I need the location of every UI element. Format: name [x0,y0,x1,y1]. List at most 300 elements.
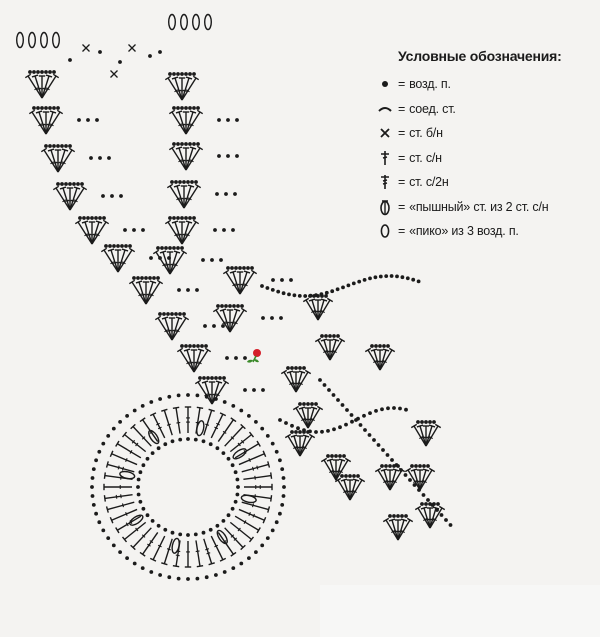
chain-dot [344,423,348,427]
stitch [204,410,212,435]
stitch [430,508,436,528]
chain-dot [418,464,422,468]
chain-dot [235,154,239,158]
chain-dot [163,528,167,532]
chain-dot [247,414,251,418]
chain-dot [112,244,116,248]
chain-dot [279,316,283,320]
chain-dot [399,468,403,472]
chain-dot [144,276,148,280]
stitch-top [209,563,215,565]
chain-dot [139,500,143,504]
stitch [216,310,230,332]
chain-dot [177,577,181,581]
chain-dot [294,366,298,370]
legend-item-single-crochet [376,121,596,146]
chain-dot [186,288,190,292]
chain-dot [359,423,363,427]
chain-dot [60,144,64,148]
chain-dot [184,142,188,146]
chain-dot [318,378,322,382]
stitch [176,408,180,434]
stitch [164,410,172,435]
chain-dot [324,334,328,338]
stitch [296,372,302,392]
stitch-top [96,221,102,223]
chain-dot [388,514,392,518]
stitch-top [244,271,250,273]
chain-dot [80,182,84,186]
chain-dot [250,266,254,270]
chain-dot [326,454,330,458]
stitch [240,272,254,294]
stitch-top [197,566,203,567]
stitch-top [62,149,68,151]
chain-dot [298,294,302,298]
chain-dot [382,344,386,348]
stitch [146,282,153,304]
chain-dot [386,344,390,348]
puff-stitch [17,33,24,48]
chain-dot [395,275,399,279]
chain-dot [271,442,275,446]
chain-dot [266,434,270,438]
stitch [78,222,92,244]
stitch-bar [122,467,123,471]
stitch [338,480,350,500]
chain-dot [184,72,188,76]
chain-dot [372,438,376,442]
chain-dot [123,228,127,232]
chain-dot [106,434,110,438]
stitch-top [104,495,105,501]
chain-dot [94,216,98,220]
chain-dot [56,182,60,186]
chain-dot [266,536,270,540]
chain-dot [172,106,176,110]
chain-dot [236,485,240,489]
chain-dot [420,420,424,424]
chain-dot [334,454,338,458]
chain-dot [110,194,114,198]
stitch-top [291,435,297,437]
stitch [39,112,46,134]
stitch [46,112,53,134]
chain-dot [426,464,430,468]
stitch [186,148,193,170]
chain-dot [116,244,120,248]
chain-dot [172,72,176,76]
chain-dot [216,304,220,308]
chain-dot [435,508,439,512]
chain-dot [64,144,68,148]
stitch-bar [207,553,211,554]
stitch-top [311,407,317,409]
stitch [70,188,77,210]
stitch-top [401,519,407,521]
chain-dot [411,278,415,282]
chain-dot [186,437,190,441]
stitch [374,350,380,370]
chain-dot [290,430,294,434]
stitch-top [161,563,167,565]
stitch [302,408,308,428]
stitch-top [197,407,203,408]
chain-dot [177,288,181,292]
stitch-top [371,349,377,351]
chain-dot [370,344,374,348]
chain-dot [242,266,246,270]
stitch [194,350,208,372]
chain-dot [220,304,224,308]
chain-dot [139,470,143,474]
chain-dot [160,246,164,250]
chain-dot [163,442,167,446]
stitch [46,112,60,134]
chain-dot [219,258,223,262]
chain-dot [298,430,302,434]
stitch-top [48,149,54,151]
chain-dot [282,291,286,295]
chain-dot [182,180,186,184]
stitch [35,76,42,98]
chain-dot [398,407,402,411]
chain-dot [368,277,372,281]
stitch-top [268,461,270,467]
stitch-top [216,381,222,383]
chain-dot [243,388,247,392]
chain-dot [356,474,360,478]
chain-dot [332,334,336,338]
chain-dot [217,154,221,158]
legend-label: соед. ст. [409,101,456,116]
stitch-top [287,371,293,373]
stitch [414,426,426,446]
stitch [306,300,318,320]
chain-dot [231,507,235,511]
chain-dot [172,142,176,146]
chain-dot [60,182,64,186]
puff-stitch [181,15,188,30]
legend-item-slip-stitch [376,97,596,122]
chain-dot [149,400,153,404]
stitch [330,460,336,480]
chain-dot [178,438,182,442]
chain-dot [417,280,421,284]
stitch [242,464,269,471]
chain-dot [198,376,202,380]
stitch-bar [176,422,180,423]
stitch-top [411,469,417,471]
chain-dot [112,544,116,548]
chain-dot [32,106,36,110]
chain-dot [320,292,324,296]
stitch [172,318,186,340]
chain-dot [309,294,313,298]
stitch [112,454,137,465]
chain-dot [222,376,226,380]
chain-dot [404,408,408,412]
stitch-bar [126,512,127,516]
chain-dot [204,344,208,348]
chain-dot [218,376,222,380]
chain-dot [308,430,312,434]
stitch [179,112,186,134]
chain-dot [226,118,230,122]
stitch-top [184,349,190,351]
chain-dot [275,450,279,454]
stitch [32,112,46,134]
stitch-bar [122,503,123,507]
stitch [378,470,390,490]
stitch [51,150,58,172]
picot-icon [376,222,394,240]
chain-dot [347,284,351,288]
chain-dot [167,395,171,399]
chain-dot [142,463,146,467]
chain-dot [260,544,264,548]
stitch [296,372,308,392]
stitch-top [162,317,168,319]
stitch-top [36,111,42,113]
stitch [386,520,398,540]
stitch-top [198,349,204,351]
chain-dot [298,402,302,406]
legend-item-puff-stitch [376,195,596,220]
chain-dot [156,246,160,250]
chain-dot [172,216,176,220]
chain-dot [363,278,367,282]
stitch [153,414,165,438]
chain-dot [260,427,264,431]
stitch [296,408,308,428]
chain-dot [188,344,192,348]
chain-dot [235,118,239,122]
stitch-top [108,249,114,251]
chain-dot [374,409,378,413]
chain-dot [336,287,340,291]
chain-dot [234,500,238,504]
stitch-top [303,435,309,437]
stitch [92,222,99,244]
chain-dot [174,180,178,184]
chain-dot [152,276,156,280]
stitch-top [150,281,156,283]
chain-dot [254,420,258,424]
chain-dot [206,376,210,380]
chain-dot [44,70,48,74]
chain-dot [176,142,180,146]
chain-dot [252,388,256,392]
stitch [175,78,182,100]
chain-dot [104,244,108,248]
chain-dot [177,394,181,398]
stitch-top [209,409,215,411]
chain-dot [226,154,230,158]
stitch [92,222,106,244]
dc-icon [376,149,394,167]
stitch-top [220,309,226,311]
chain-dot [336,398,340,402]
chain-dot [203,324,207,328]
chain-dot [95,118,99,122]
chain-dot [414,464,418,468]
stitch-top [341,479,347,481]
chain-dot [352,474,356,478]
chain-dot [320,430,324,434]
chain-dot [180,344,184,348]
stitch [223,310,230,332]
stitch [318,300,324,320]
stitch [196,540,200,566]
chain-dot [314,293,318,297]
chain-dot [101,529,105,533]
chain-dot [174,312,178,316]
chain-dot [180,142,184,146]
stitch [230,310,244,332]
chain-dot [77,118,81,122]
chain-dot [212,324,216,328]
chain-dot [167,575,171,579]
stitch-top [32,75,38,77]
stitch [242,502,269,509]
stitch-bar [253,514,254,518]
chain-dot [180,246,184,250]
chain-dot [151,451,155,455]
stitch-top [174,185,180,187]
stitch [163,252,170,274]
legend-item-chain [376,72,596,97]
stitch [194,350,201,372]
stitch-bar [176,555,180,556]
stitch-top [173,566,179,567]
chain-dot [236,493,240,497]
legend-label: возд. п. [409,77,451,92]
chain-dot [330,454,334,458]
chain-dot [32,70,36,74]
chain-dot [136,276,140,280]
chain-dot [168,216,172,220]
chain-dot [240,304,244,308]
chain-dot [98,216,102,220]
legend-title: Условные обозначения: [398,48,562,64]
chain-dot [196,344,200,348]
chain-dot [390,458,394,462]
stitch [180,350,194,372]
stitch-top [299,407,305,409]
chain-dot [120,244,124,248]
legend-label: ст. с/н [409,150,442,165]
stitch [414,470,420,490]
chain-dot [221,324,225,328]
chain-dot [224,304,228,308]
stitch [186,112,193,134]
stitch-top [230,271,236,273]
chain-dot [188,72,192,76]
stitch-bar [158,427,161,429]
chain-dot [396,514,400,518]
chain-dot [280,467,284,471]
chain-dot [436,502,440,506]
chain-dot [234,356,238,360]
stitch-top [421,507,427,509]
chain-dot [76,182,80,186]
chain-dot [225,356,229,360]
chain-dot [119,194,123,198]
chain-dot [141,228,145,232]
legend-label: «пышный» ст. из 2 ст. с/н [409,199,549,214]
chain-dot [400,514,404,518]
stitch [284,372,296,392]
stitch [330,340,336,360]
stitch [235,516,259,530]
chain-dot [102,216,106,220]
stitch-top [161,409,167,411]
stitch-top [50,111,56,113]
stitch [380,350,386,370]
chain-dot [48,144,52,148]
stitch [300,436,312,456]
chain-dot [424,502,428,506]
stitch [132,282,146,304]
chain-dot [194,180,198,184]
chain-dot [379,275,383,279]
stitch-top [299,371,305,373]
chain-dot [410,464,414,468]
chain-dot [158,573,162,577]
motif-ring [90,393,286,581]
legend-eq: = [398,150,406,165]
chain-dot [215,192,219,196]
stitch [182,78,189,100]
chain-dot [170,312,174,316]
chain-dot [302,428,306,432]
chain-dot [56,106,60,110]
stitch-top [339,459,345,461]
stitch [58,150,65,172]
stitch [398,520,404,540]
chain-dot [416,420,420,424]
stitch [230,310,237,332]
stitch [205,382,212,404]
stitch-top [389,519,395,521]
chain-dot [378,344,382,348]
chain-dot [180,216,184,220]
chain-dot [413,483,417,487]
chain-dot [186,533,190,537]
chain-dot [56,144,60,148]
chain-dot [52,144,56,148]
chain-dot [223,400,227,404]
stitch [118,250,132,272]
stitch [324,340,330,360]
stitch [211,414,223,438]
chain-dot [186,393,190,397]
chain-dot [388,464,392,468]
chain-dot [381,448,385,452]
chain-dot [166,312,170,316]
stitch [198,382,212,404]
chain-dot [157,446,161,450]
chain-dot [108,244,112,248]
chain-dot [213,228,217,232]
stitch [420,426,426,446]
chain-dot [97,520,101,524]
stitch [170,252,184,274]
chain-dot [271,529,275,533]
chain-dot [270,316,274,320]
chain-dot [404,514,408,518]
